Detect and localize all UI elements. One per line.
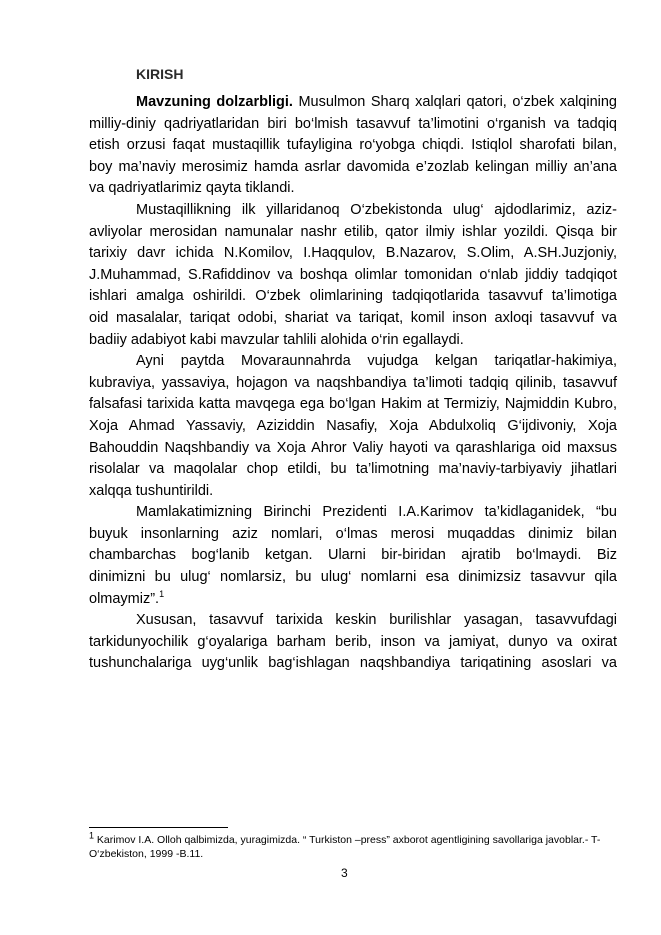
paragraph-line: dinimizni bu ulug‘ nomlarsiz, bu ulug‘ nomlarni esa dinimizsiz tasavvur qila <box>89 569 617 586</box>
paragraph-line: Xoja Ahmad Yassaviy, Aziziddin Nasafiy, Xoja Abdulxoliq G‘ijdivoniy, Xoja <box>89 417 617 434</box>
paragraph-line: boy ma’naviy merosimiz hamda asrlar davomida e’zozlab kelingan milliy an’ana <box>89 158 617 175</box>
paragraph-line: falsafasi tarixida katta mavqega ega bo‘lgan Hakim at Termiziy, Najmiddin Kubro, <box>89 396 617 413</box>
paragraph-text: olmaymiz”. <box>89 590 160 607</box>
footnote-divider <box>89 827 228 828</box>
paragraph-line: avliyolar merosidan namunalar nashr etilib, qator ilmiy ishlar yozildi. Qisqa bir <box>89 223 617 240</box>
paragraph-text: Musulmon Sharq xalqlari qatori, o‘zbek xalqining <box>292 94 617 110</box>
paragraph-line: kubraviya, yassaviya, hojagon va naqshbandiya ta’limoti tadqiq qilinib, tasavvuf <box>89 374 617 391</box>
footnote-number: 1 <box>89 830 95 841</box>
footnote-line <box>89 830 619 847</box>
paragraph-line <box>89 589 617 611</box>
paragraph-line: chambarchas bog‘lanib ketgan. Ularni bir-biridan ajratib bo‘lmaydi. Biz <box>89 547 617 564</box>
page-number: 3 <box>341 866 348 880</box>
paragraph-line: tarkidunyochilik g‘oyalariga barham berib, inson va jamiyat, dunyo va oxirat <box>89 633 617 650</box>
paragraph-line: risolalar va maqolalar chop etildi, bu ta’limotning ma’naviy-tarbiyaviy jihatlari <box>89 461 617 478</box>
paragraph-line: Mustaqillikning ilk yillaridanoq O‘zbekistonda ulug‘ ajdodlarimiz, aziz- <box>136 201 617 218</box>
paragraph-line: Ayni paytda Movaraunnahrda vujudga kelgan tariqatlar-hakimiya, <box>136 353 617 370</box>
paragraph-line: xalqqa tushuntirildi. <box>89 482 214 499</box>
paragraph-line: tushunchalariga uyg‘unlik bag‘ishlagan naqshbandiya tariqatining asoslari va <box>89 655 617 672</box>
paragraph-line: Mamlakatimizning Birinchi Prezidenti I.A.Karimov ta’kidlaganidek, “bu <box>136 504 617 521</box>
section-heading: KIRISH <box>136 66 184 82</box>
footnote-reference[interactable]: 1 <box>159 588 165 599</box>
paragraph-line: badiiy adabiyot kabi mavzular tahlili alohida o‘rin egallaydi. <box>89 331 464 348</box>
paragraph-line: ishlari amalga oshirildi. O‘zbek olimlarining tadqiqotlarida tasavvuf ta’limotiga <box>89 288 617 305</box>
paragraph-line: tarixiy davr ichida N.Komilov, I.Haqqulov, B.Nazarov, S.Olim, A.SH.Juzjoniy, <box>89 245 617 262</box>
paragraph-line: Xususan, tasavvuf tarixida keskin burilishlar yasagan, tasavvufdagi <box>136 612 617 629</box>
paragraph-line: va qadriyatlarimiz qayta tiklandi. <box>89 180 295 197</box>
footnote-line: O‘zbekiston, 1999 -B.11. <box>89 848 204 860</box>
paragraph-line: etish orzusi faqat mustaqillik tufayligina ro‘yobga chiqdi. Istiqlol sharofati bilan, <box>89 137 617 154</box>
footnote <box>89 830 619 861</box>
paragraph-line <box>89 92 617 114</box>
footnote-text: Karimov I.A. Olloh qalbimizda, yuragimizda. “ Turkiston –press” axborot agentligining savollariga javoblar.- T- <box>94 834 601 846</box>
paragraph-line: Bahouddin Naqshbandiy va Xoja Ahror Valiy hayoti va qarashlariga oid maxsus <box>89 439 617 456</box>
paragraph-line: oid masalalar, tariqat odobi, shariat va tariqat, komil inson axloqi tasavvuf va <box>89 309 617 326</box>
body-text <box>89 92 617 675</box>
paragraph-line: buyuk insonlarning aziz nomlari, o‘lmas merosi muqaddas dinimiz bilan <box>89 525 617 542</box>
paragraph-line: milliy-diniy qadriyatlaridan biri bo‘lmish tasavvuf ta’limotini o‘rganish va tadqiq <box>89 115 617 132</box>
paragraph-line: J.Muhammad, S.Rafiddinov va boshqa olimlar tomonidan o‘nlab jiddiy tadqiqot <box>89 266 617 283</box>
paragraph-lead: Mavzuning dolzarbligi. <box>136 94 293 110</box>
